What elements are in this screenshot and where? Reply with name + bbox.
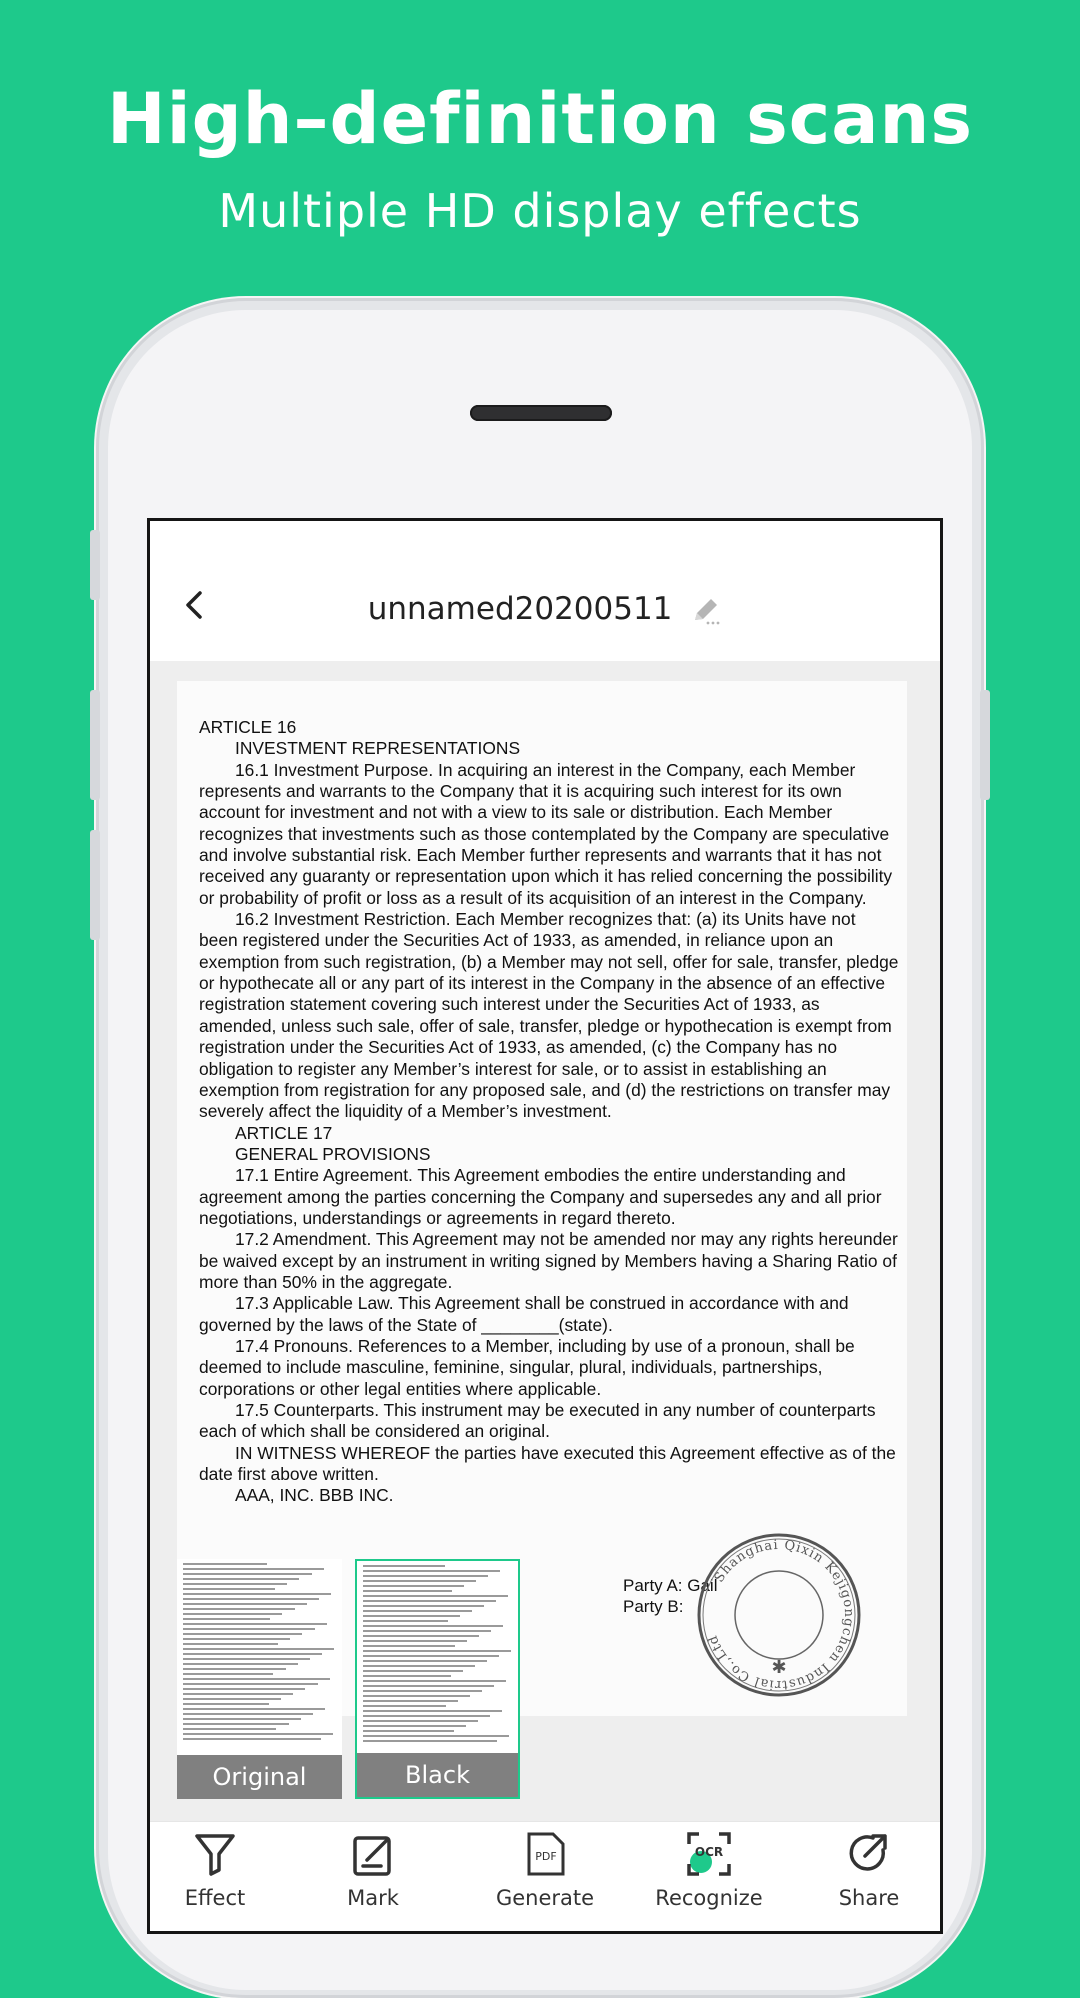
thumbnail-text-line [183, 1578, 299, 1580]
thumbnail-text-line [183, 1628, 315, 1630]
party-a-label: Party A: Gail [623, 1576, 718, 1595]
phone-side-button [90, 830, 100, 940]
thumbnail-text-line [363, 1640, 467, 1642]
party-b-label: Party B: [623, 1597, 684, 1616]
thumbnail-text-line [183, 1568, 324, 1570]
thumbnail-text-line [183, 1673, 273, 1675]
document-paragraph: 17.4 Pronouns. References to a Member, including by use of a pronoun, shall be deemed to include masculine, feminine, singular, plural, individuals, partnerships, corporations or other legal entities where applicable. [199, 1335, 855, 1399]
thumbnail-text-line [363, 1595, 508, 1597]
thumbnail-text-line [183, 1693, 293, 1695]
thumbnail-text-line [363, 1650, 511, 1652]
thumbnail-text-line [363, 1565, 445, 1567]
app-screen [147, 518, 943, 1934]
thumbnail-text-line [183, 1708, 325, 1710]
share-label: Share [838, 1886, 900, 1910]
thumbnail-text-line [183, 1608, 295, 1610]
thumbnail-text-line [363, 1610, 472, 1612]
filter-funnel-icon [193, 1830, 237, 1878]
thumbnail-text-line [363, 1730, 454, 1732]
mark-label: Mark [347, 1886, 399, 1910]
thumbnail-label: Original [177, 1755, 342, 1799]
document-paragraph: IN WITNESS WHEREOF the parties have executed this Agreement effective as of the date first above written. [199, 1442, 896, 1485]
thumbnail-text-line [183, 1688, 305, 1690]
thumbnail-text-line [183, 1563, 267, 1565]
thumbnail-text-line [183, 1618, 270, 1620]
phone-side-button [90, 530, 100, 600]
recognize-ocr-button[interactable] [634, 1830, 784, 1910]
thumbnail-text-line [183, 1653, 322, 1655]
thumbnail-text-line [363, 1570, 500, 1572]
company-seal [695, 1531, 863, 1699]
thumbnail-text-line [183, 1668, 286, 1670]
effect-button[interactable] [147, 1830, 290, 1910]
thumbnail-text-line [363, 1615, 460, 1617]
thumbnail-text-line [363, 1695, 470, 1697]
thumbnail-text-line [183, 1663, 298, 1665]
share-button[interactable] [794, 1830, 943, 1910]
thumbnail-label: Black [357, 1753, 518, 1797]
thumbnail-text-line [363, 1635, 479, 1637]
thumbnail-text-line [183, 1713, 313, 1715]
thumbnail-text-line [363, 1590, 452, 1592]
thumbnail-text-line [363, 1580, 476, 1582]
thumbnail-text-line [183, 1698, 281, 1700]
thumbnail-text-line [183, 1723, 289, 1725]
document-paragraph: 16.2 Investment Restriction. Each Member recognizes that: (a) its Units have not been registered under the Securities Act of 1933, as amended, in reliance upon an exemption from such registration, (b) a Member may not sell, offer for sale, transfer, pledge or hypothecate all or any part of its interest in the Company in the absence of an effective registration statement covering such interest under the Securities Act of 1933, as amended, unless such sale, offer of sale, transfer, pledge or hypothecation is exempt from registration under the Securities Act of 1933, as amended, (c) the Company has no obligation to register any Member’s interest for sale, or to assist in establishing an exemption from registration for any proposed sale, and (d) the restrictions on transfer may severely affect the liquidity of a Member’s investment. [199, 909, 899, 1122]
thumbnail-text-line [183, 1633, 302, 1635]
effect-label: Effect [184, 1886, 246, 1910]
thumbnail-preview [183, 1563, 336, 1743]
thumbnail-text-line [363, 1725, 466, 1727]
thumbnail-text-line [363, 1620, 448, 1622]
pdf-file-icon [523, 1830, 567, 1878]
thumbnail-text-line [183, 1573, 312, 1575]
document-paragraph: 17.2 Amendment. This Agreement may not be amended nor may any rights hereunder be waived except by an instrument in writing signed by Members having a Sharing Ratio of more than 50% in the aggregate. [199, 1229, 898, 1292]
generate-pdf-button[interactable] [470, 1830, 620, 1910]
share-icon [845, 1830, 893, 1878]
nav-bar [150, 521, 940, 661]
document-paragraph: 17.5 Counterparts. This instrument may be executed in any number of counterparts each of which shall be considered an original. [199, 1400, 876, 1442]
thumbnail-text-line [363, 1740, 497, 1742]
document-title-text[interactable]: unnamed20200511 [367, 591, 673, 627]
document-paragraph: 16.1 Investment Purpose. In acquiring an interest in the Company, each Member represents and warrants to the Company that it is acquiring such interest for its own account for investment and not with a view to its sale or distribution. Each Member recognizes that investments such as those contemplated by the Company are speculative and involve substantial risk. Each Member further represents and warrants that it has not received any guaranty or representation upon which it has relied concerning the possibility or probability of profit or loss as a result of its acquisition of an interest in the Company. [199, 759, 893, 908]
headline-subtitle: Multiple HD display effects [218, 184, 862, 238]
ocr-glyph: OCR [694, 1845, 724, 1859]
recognize-label: Recognize [655, 1886, 763, 1910]
thumbnail-text-line [363, 1675, 451, 1677]
document-paragraph: 17.1 Entire Agreement. This Agreement embodies the entire understanding and agreement among the parties concerning the Company and supersedes any and all prior negotiations, understandings or agreements in regard thereto. [199, 1165, 882, 1228]
thumbnail-text-line [363, 1645, 455, 1647]
thumbnail-text-line [183, 1703, 269, 1705]
phone-speaker [470, 405, 612, 421]
thumbnail-text-line [183, 1583, 287, 1585]
thumbnail-text-line [183, 1638, 290, 1640]
thumbnail-text-line [183, 1593, 331, 1595]
thumbnail-text-line [183, 1683, 318, 1685]
thumbnail-text-line [183, 1598, 319, 1600]
thumbnail-text-line [183, 1658, 310, 1660]
document-title [150, 591, 940, 627]
thumbnail-text-line [183, 1678, 330, 1680]
phone-side-button [90, 690, 100, 800]
mark-button[interactable] [298, 1830, 448, 1910]
thumbnail-text-line [363, 1630, 491, 1632]
thumbnail-text-line [363, 1600, 496, 1602]
svg-text:Shanghai Qixin Kejigongchen In: Shanghai Qixin Kejigongchen Industrial Co.,Ltd [705, 1537, 857, 1693]
thumbnail-text-line [363, 1575, 488, 1577]
scanned-page [177, 681, 907, 1791]
document-paragraph: INVESTMENT REPRESENTATIONS [235, 738, 521, 759]
effect-thumbnail-original[interactable] [177, 1559, 342, 1799]
thumbnail-text-line [363, 1715, 490, 1717]
document-paragraph: GENERAL PROVISIONS [235, 1143, 431, 1164]
thumbnail-text-line [363, 1665, 475, 1667]
thumbnail-text-line [183, 1648, 334, 1650]
thumbnail-text-line [363, 1690, 482, 1692]
headline-title: High–definition scans [106, 78, 974, 160]
bottom-toolbar [150, 1821, 940, 1932]
thumbnail-text-line [363, 1680, 506, 1682]
thumbnail-text-line [363, 1735, 509, 1737]
thumbnail-text-line [363, 1700, 458, 1702]
thumbnail-text-line [183, 1623, 327, 1625]
document-paragraph: ARTICLE 17 [235, 1122, 333, 1143]
document-paragraph: AAA, INC. BBB INC. [235, 1485, 394, 1506]
thumbnail-text-line [183, 1718, 301, 1720]
thumbnail-text-line [183, 1733, 333, 1735]
thumbnail-text-line [183, 1588, 275, 1590]
ocr-scan-icon [685, 1830, 733, 1878]
thumbnail-text-line [363, 1685, 494, 1687]
thumbnail-text-line [363, 1655, 499, 1657]
generate-label: Generate [495, 1886, 595, 1910]
phone-side-button [980, 690, 990, 800]
thumbnail-text-line [183, 1643, 278, 1645]
effect-thumbnail-black[interactable] [355, 1559, 520, 1799]
svg-text:✱: ✱ [771, 1657, 787, 1678]
thumbnail-text-line [363, 1720, 478, 1722]
edit-pencil-icon[interactable] [690, 595, 722, 627]
thumbnail-preview [363, 1565, 512, 1745]
thumbnail-text-line [183, 1603, 307, 1605]
document-text [199, 717, 899, 1507]
thumbnail-text-line [363, 1705, 446, 1707]
thumbnail-text-line [363, 1660, 487, 1662]
thumbnail-text-line [183, 1613, 282, 1615]
document-paragraph: ARTICLE 16 [199, 717, 297, 737]
thumbnail-text-line [363, 1625, 503, 1627]
thumbnail-text-line [183, 1738, 321, 1740]
document-paragraph: 17.3 Applicable Law. This Agreement shall be construed in accordance with and governed by the laws of the State of ________(state). [199, 1293, 849, 1335]
document-viewer [150, 661, 940, 1831]
pdf-glyph: PDF [535, 1850, 557, 1863]
thumbnail-text-line [363, 1605, 484, 1607]
thumbnail-text-line [183, 1728, 276, 1730]
thumbnail-text-line [363, 1585, 464, 1587]
mark-edit-icon [351, 1830, 395, 1878]
thumbnail-text-line [363, 1710, 502, 1712]
thumbnail-text-line [363, 1670, 463, 1672]
